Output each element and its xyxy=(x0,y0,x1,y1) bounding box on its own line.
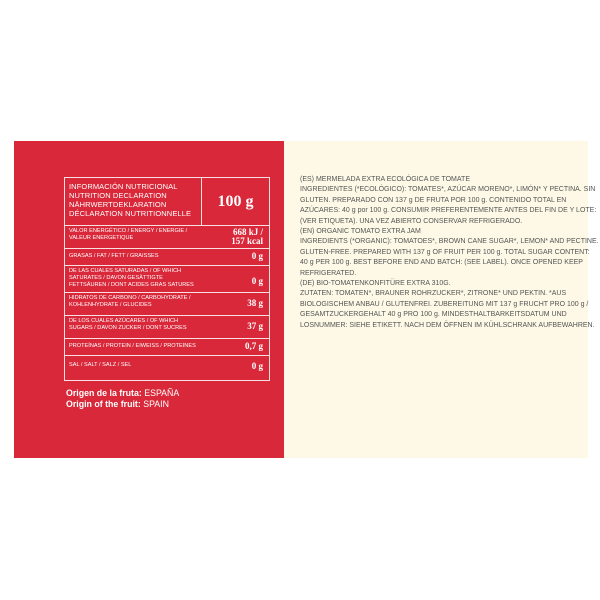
fruit-origin-label: Origin of the fruit: xyxy=(66,399,141,409)
nutrient-label xyxy=(69,362,219,369)
nutrition-row xyxy=(65,292,269,316)
nutrient-label-line: SAL / SALT / SALZ / SEL xyxy=(69,362,132,368)
fruit-origin-value: ESPAÑA xyxy=(144,388,180,398)
nutrient-label-line: HIDRATOS DE CARBONO / CARBOHYDRATE / xyxy=(69,295,191,301)
nutrition-row xyxy=(65,248,269,266)
ingredients-line: LOSNUMMER: SIEHE ETIKETT. NACH DEM ÖFFNEN IM KÜHLSCHRANK AUFBEWAHREN. xyxy=(300,321,595,329)
product-label xyxy=(14,141,599,458)
ingredients-line: 40 g PER 100 g. BEST BEFORE END AND BATCH: (SEE LABEL). ONCE OPENED KEEP xyxy=(300,259,583,267)
fruit-origin xyxy=(66,388,276,398)
ingredients-line: INGREDIENTES (*ECOLÓGICO): TOMATES*, AZÚCAR MORENO*, LIMÓN* Y PECTINA. SIN xyxy=(300,186,596,194)
ingredients-line: GLUTEN-FREE. PREPARED WITH 137 g OF FRUIT PER 100 g. TOTAL SUGAR CONTENT: xyxy=(300,248,590,256)
nutrition-title xyxy=(69,182,199,218)
nutrient-label-line: KOHLENHYDRATE / GLUCIDES xyxy=(69,301,152,308)
nutrient-label-line: DE LOS CUALES AZÚCARES / OF WHICH xyxy=(69,318,179,324)
nutrition-panel xyxy=(14,141,284,458)
ingredients-line: GLUTEN. PREPARADO CON 137 g DE FRUTA POR 100 g. CONTENIDO TOTAL EN xyxy=(300,196,567,204)
ingredients-text xyxy=(300,175,599,331)
nutrition-title-line: DÉCLARATION NUTRITIONNELLE xyxy=(69,209,192,218)
nutrient-label-line: SATURATES / DAVON GESÄTTIGTE xyxy=(69,274,163,281)
nutrient-value-line: 38 g xyxy=(247,298,263,308)
nutrient-label xyxy=(69,253,219,260)
nutrient-label xyxy=(69,318,219,332)
nutrition-table xyxy=(64,177,270,381)
nutrition-title-line: NUTRITION DECLARATION xyxy=(69,191,167,200)
ingredients-line: BIOLOGISCHEM ANBAU / GLUTENFREI. ZUBEREITUNG MIT 137 g FRUCHT PRO 100 g / xyxy=(300,300,589,308)
ingredients-line: (ES) MERMELADA EXTRA ECOLÓGICA DE TOMATE xyxy=(300,176,470,183)
nutrient-value xyxy=(252,252,263,261)
nutrient-label-line: VALEUR ENERGETIQUE xyxy=(69,234,134,241)
fruit-origin xyxy=(66,399,276,409)
fruit-origin-value: SPAIN xyxy=(143,399,169,409)
nutrient-label-line: PROTEÍNAS / PROTEIN / EIWEISS / PROTEINES xyxy=(69,343,196,349)
nutrient-label-line: GRASAS / FAT / FETT / GRAISSES xyxy=(69,253,159,259)
nutrient-value xyxy=(247,322,263,331)
nutrient-label xyxy=(69,295,219,309)
ingredients-line: GESAMTZUCKERGEHALT 40 g PRO 100 g. MINDESTHALTBARKEITSDATUM UND xyxy=(300,311,567,319)
nutrient-label-line: SUGARS / DAVON ZUCKER / DONT SUCRES xyxy=(69,324,187,331)
nutrition-title-line: INFORMACIÓN NUTRICIONAL xyxy=(69,182,178,191)
nutrient-value xyxy=(252,362,263,371)
ingredients-line: (EN) ORGANIC TOMATO EXTRA JAM xyxy=(300,228,421,236)
nutrition-row xyxy=(65,265,269,293)
nutrient-value-line: 668 kJ / xyxy=(232,227,263,237)
nutrient-label-line: FETTSÄUREN / DONT ACIDES GRAS SATURES xyxy=(69,281,194,288)
nutrient-value xyxy=(231,228,263,246)
nutrient-value-line: 157 kcal xyxy=(231,236,263,246)
ingredients-line: AZÚCARES: 40 g por 100 g. CONSUMIR PREFERENTEMENTE ANTES DEL FIN DE Y LOTE: xyxy=(300,207,597,215)
nutrition-table-header xyxy=(65,178,269,226)
ingredients-panel xyxy=(284,141,599,458)
nutrient-value-line: 0 g xyxy=(251,361,263,371)
nutrient-value-line: 37 g xyxy=(247,321,263,331)
nutrition-row xyxy=(65,355,269,380)
nutrient-value-line: 0 g xyxy=(251,251,263,261)
nutrient-value-line: 0,7 g xyxy=(245,341,263,351)
ingredients-line: REFRIGERATED. xyxy=(300,269,357,277)
nutrient-label xyxy=(69,228,219,242)
nutrition-row xyxy=(65,225,269,249)
nutrient-value-line: 0 g xyxy=(251,276,263,286)
nutrition-row xyxy=(65,315,269,339)
ingredients-line: (VER ETIQUETA). UNA VEZ ABIERTO CONSERVAR REFRIGERADO. xyxy=(300,217,523,225)
nutrition-row xyxy=(65,338,269,356)
nutrition-title-line: NÄHRWERTDEKLARATION xyxy=(69,200,167,209)
nutrient-label-line: VALOR ENERGÉTICO / ENERGY / ENERGIE / xyxy=(69,228,188,234)
nutrient-value xyxy=(247,299,263,308)
nutrient-label-line: DE LAS CUALES SATURADAS / OF WHICH xyxy=(69,268,182,274)
nutrient-label xyxy=(69,268,219,288)
per-amount: 100 g xyxy=(217,192,254,210)
ingredients-line: ZUTATEN: TOMATEN*, BRAUNER ROHRZUCKER*, ZITRONE* UND PEKTIN. *AUS xyxy=(300,290,567,298)
fruit-origin-label: Origen de la fruta: xyxy=(66,388,142,398)
nutrient-label xyxy=(69,343,219,350)
ingredients-line: INGREDIENTS (*ORGANIC): TOMATOES*, BROWN CANE SUGAR*, LEMON* AND PECTINE. xyxy=(300,238,599,246)
nutrient-value xyxy=(245,342,263,351)
nutrient-value xyxy=(252,277,263,286)
ingredients-line: (DE) BIO-TOMATENKONFITÜRE EXTRA 310G. xyxy=(300,280,451,288)
